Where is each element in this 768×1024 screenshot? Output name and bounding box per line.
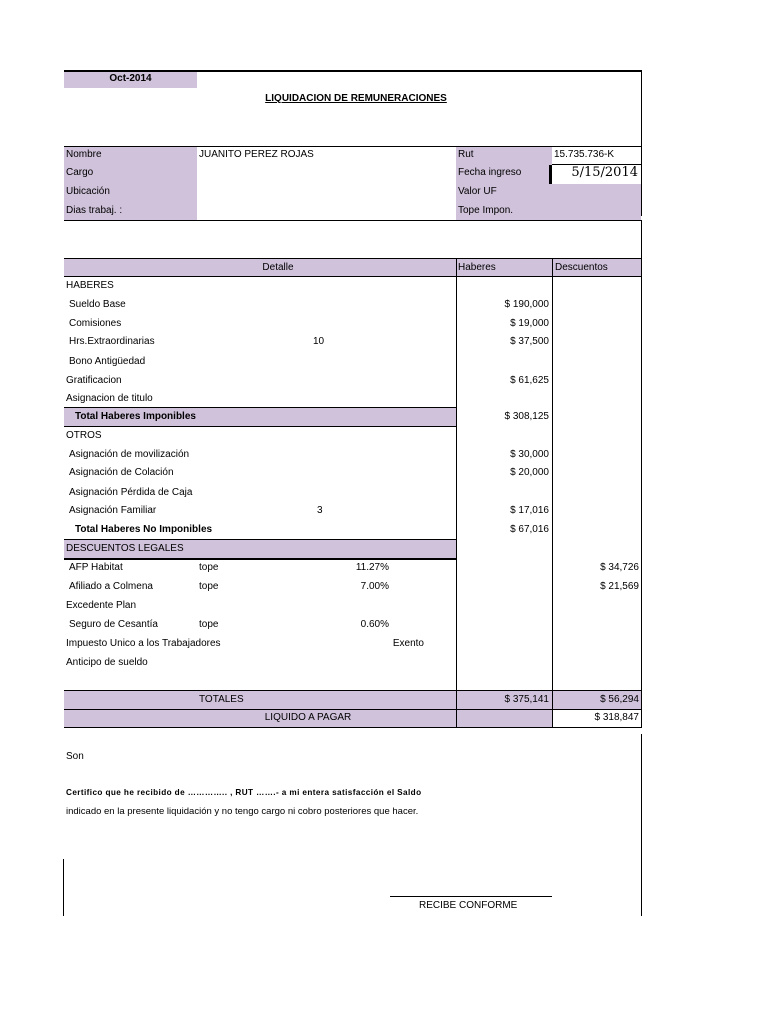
col-detalle: Detalle <box>262 262 294 273</box>
certifico-text: Certifico que he recibido de ………….. , RUT …….- a mi entera satisfacción el Saldo <box>66 788 422 797</box>
dias-label: Dias trabaj. : <box>66 205 123 216</box>
caja-label: Asignación Pérdida de Caja <box>69 487 193 498</box>
impuesto-value: Exento <box>392 638 424 649</box>
grat-label: Gratificacion <box>66 375 122 386</box>
sueldo-value: $ 190,000 <box>504 299 549 310</box>
grat-value: $ 61,625 <box>510 375 549 386</box>
colmena-value: $ 21,569 <box>600 581 639 592</box>
hrs-qty: 10 <box>313 336 325 347</box>
uf-label: Valor UF <box>458 186 497 197</box>
total-imponibles-value: $ 308,125 <box>504 411 549 422</box>
total-no-imponibles-label: Total Haberes No Imponibles <box>75 524 213 535</box>
sueldo-label: Sueldo Base <box>69 299 126 310</box>
nombre-label: Nombre <box>66 149 102 160</box>
liquido-value: $ 318,847 <box>594 712 639 723</box>
rut-label: Rut <box>458 149 474 160</box>
afp-value: $ 34,726 <box>600 562 639 573</box>
haberes-section: HABERES <box>66 280 114 291</box>
descuentos-section: DESCUENTOS LEGALES <box>66 543 184 554</box>
anticipo-label: Anticipo de sueldo <box>66 657 148 668</box>
movil-label: Asignación de movilización <box>69 449 190 460</box>
colacion-label: Asignación de Colación <box>69 467 174 478</box>
rut-value: 15.735.736-K <box>554 149 615 160</box>
comisiones-label: Comisiones <box>69 318 122 329</box>
bono-label: Bono Antigüedad <box>69 356 146 367</box>
liquido-label: LIQUIDO A PAGAR <box>264 712 352 723</box>
totales-haberes: $ 375,141 <box>504 694 549 705</box>
movil-value: $ 30,000 <box>510 449 549 460</box>
cesantia-pct: 0.60% <box>360 619 389 630</box>
ubicacion-label: Ubicación <box>66 186 110 197</box>
tope-label: Tope Impon. <box>458 205 514 216</box>
cesantia-tope: tope <box>199 619 219 630</box>
nombre-value: JUANITO PEREZ ROJAS <box>199 149 314 160</box>
colmena-pct: 7.00% <box>360 581 389 592</box>
totales-descuentos: $ 56,294 <box>600 694 639 705</box>
cesantia-label: Seguro de Cesantía <box>69 619 158 630</box>
afp-tope: tope <box>199 562 219 573</box>
document-title: LIQUIDACION DE REMUNERACIONES <box>265 93 447 104</box>
comisiones-value: $ 19,000 <box>510 318 549 329</box>
tope-value-bg <box>552 184 641 220</box>
colacion-value: $ 20,000 <box>510 467 549 478</box>
fecha-label: Fecha ingreso <box>458 167 522 178</box>
familiar-value: $ 17,016 <box>510 505 549 516</box>
excedente-label: Excedente Plan <box>66 600 137 611</box>
totales-label: TOTALES <box>199 694 244 705</box>
fecha-value: 5/15/2014 <box>571 165 638 180</box>
afp-label: AFP Habitat <box>69 562 123 573</box>
familiar-qty: 3 <box>317 505 323 516</box>
cargo-label: Cargo <box>66 167 94 178</box>
hrs-label: Hrs.Extraordinarias <box>69 336 155 347</box>
recibe-conforme: RECIBE CONFORME <box>419 900 518 911</box>
col-haberes: Haberes <box>458 262 496 273</box>
period-label: Oct-2014 <box>109 73 152 84</box>
col-descuentos: Descuentos <box>555 262 608 273</box>
familiar-label: Asignación Familiar <box>69 505 157 516</box>
otros-section: OTROS <box>66 430 102 441</box>
indicado-text: indicado en la presente liquidación y no tengo cargo ni cobro posteriores que hacer. <box>66 806 419 817</box>
hrs-value: $ 37,500 <box>510 336 549 347</box>
titulo-label: Asignacion de titulo <box>66 393 153 404</box>
total-no-imponibles-value: $ 67,016 <box>510 524 549 535</box>
afp-pct: 11.27% <box>355 562 389 573</box>
impuesto-label: Impuesto Unico a los Trabajadores <box>66 638 221 649</box>
colmena-tope: tope <box>199 581 219 592</box>
total-imponibles-label: Total Haberes Imponibles <box>75 411 196 422</box>
son-label: Son <box>66 751 84 762</box>
colmena-label: Afiliado a Colmena <box>69 581 153 592</box>
